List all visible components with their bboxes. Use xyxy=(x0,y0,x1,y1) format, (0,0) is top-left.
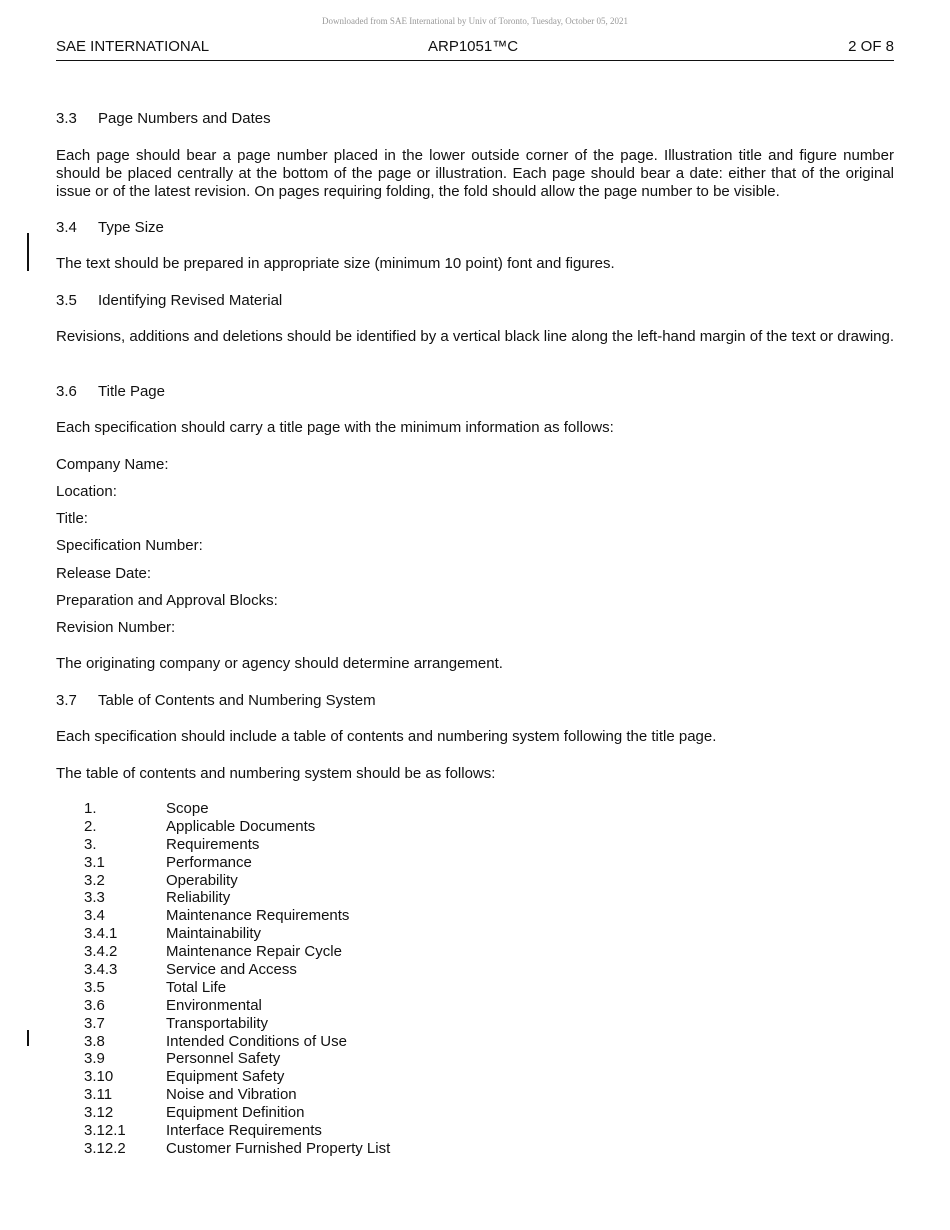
toc-item xyxy=(84,1122,390,1140)
toc-item-label: Applicable Documents xyxy=(166,817,316,835)
toc-item-label: Maintenance Requirements xyxy=(166,907,350,925)
toc-item-label: Intended Conditions of Use xyxy=(166,1032,347,1050)
toc-item-number: 3.4.2 xyxy=(84,943,118,961)
toc-item-label: Customer Furnished Property List xyxy=(166,1139,391,1157)
toc-item-number: 3.8 xyxy=(84,1032,105,1050)
section-3-7-body: Each specification should include a table of contents and numbering system following the title page. xyxy=(56,728,717,745)
section-number: 3.6 xyxy=(56,383,77,400)
section-title: Page Numbers and Dates xyxy=(98,110,271,127)
toc-item-label: Requirements xyxy=(166,835,260,853)
toc-item-label: Environmental xyxy=(166,996,262,1014)
title-page-field: Preparation and Approval Blocks: xyxy=(56,592,278,609)
title-page-field: Specification Number: xyxy=(56,537,203,554)
page-header xyxy=(56,38,894,61)
toc-item xyxy=(84,997,390,1015)
toc-item-label: Performance xyxy=(166,853,252,871)
section-3-6-heading xyxy=(56,383,894,401)
section-3-5-heading xyxy=(56,292,894,310)
toc-item xyxy=(84,1086,390,1104)
revision-bar xyxy=(27,233,29,271)
toc-item-label: Noise and Vibration xyxy=(166,1086,297,1104)
section-3-4-body: The text should be prepared in appropriate size (minimum 10 point) font and figures. xyxy=(56,255,615,272)
toc-list xyxy=(84,800,390,1158)
toc-item xyxy=(84,979,390,997)
toc-item-number: 3.4.1 xyxy=(84,925,118,943)
toc-item-number: 3.4.3 xyxy=(84,961,118,979)
toc-item-number: 3.4 xyxy=(84,907,105,925)
toc-item-label: Maintainability xyxy=(166,925,262,943)
toc-item-number: 2. xyxy=(84,817,97,835)
toc-item-label: Service and Access xyxy=(166,961,297,979)
toc-item xyxy=(84,800,390,818)
toc-item xyxy=(84,836,390,854)
toc-item-number: 3.6 xyxy=(84,996,105,1014)
toc-item-label: Equipment Definition xyxy=(166,1104,305,1122)
toc-item xyxy=(84,818,390,836)
toc-item-number: 3.7 xyxy=(84,1014,105,1032)
section-3-6-closing: The originating company or agency should determine arrangement. xyxy=(56,655,503,672)
title-page-field: Company Name: xyxy=(56,456,169,473)
section-3-3-body: Each page should bear a page number placed in the lower outside corner of the page. Illustration title and figure number should be placed centrally at the bottom of the page or illustration. Each page should bear a date: either that of the original issue or of the latest revision. On pages requiring folding, the fold should allow the page number to be visible. xyxy=(56,147,894,200)
toc-item-number: 3.1 xyxy=(84,853,105,871)
toc-item xyxy=(84,961,390,979)
section-title: Type Size xyxy=(98,219,164,236)
toc-item-number: 1. xyxy=(84,800,97,817)
toc-item-number: 3.11 xyxy=(84,1086,113,1104)
toc-item xyxy=(84,943,390,961)
toc-item-label: Equipment Safety xyxy=(166,1068,285,1086)
toc-item xyxy=(84,854,390,872)
toc-item xyxy=(84,1050,390,1068)
section-title: Table of Contents and Numbering System xyxy=(98,692,376,709)
toc-item xyxy=(84,1015,390,1033)
toc-item-number: 3.9 xyxy=(84,1050,105,1068)
title-page-field: Release Date: xyxy=(56,565,152,582)
toc-item xyxy=(84,1104,390,1122)
section-number: 3.3 xyxy=(56,110,77,127)
toc-item-number: 3.2 xyxy=(84,871,105,889)
title-page-field: Revision Number: xyxy=(56,619,176,636)
section-3-5-body: Revisions, additions and deletions should be identified by a vertical black line along the left-hand margin of the text or drawing. xyxy=(56,328,895,345)
toc-item-label: Operability xyxy=(166,871,238,889)
section-3-7-body-2: The table of contents and numbering system should be as follows: xyxy=(56,765,496,782)
toc-item xyxy=(84,1068,390,1086)
toc-item-label: Reliability xyxy=(166,889,231,907)
toc-item-number: 3.3 xyxy=(84,889,105,907)
toc-item-label: Transportability xyxy=(166,1014,268,1032)
toc-item xyxy=(84,925,390,943)
toc-item xyxy=(84,889,390,907)
title-page-field: Location: xyxy=(56,483,117,500)
toc-item-number: 3.5 xyxy=(84,978,105,996)
toc-item-label: Interface Requirements xyxy=(166,1122,322,1140)
section-3-4-heading xyxy=(56,219,894,237)
toc-item xyxy=(84,1140,390,1158)
toc-item-number: 3. xyxy=(84,835,97,853)
toc-item-label: Total Life xyxy=(166,978,227,996)
toc-item xyxy=(84,872,390,890)
section-3-3-heading xyxy=(56,110,894,128)
section-number: 3.4 xyxy=(56,219,77,236)
header-document-id: ARP1051™C xyxy=(428,38,519,55)
toc-item-number: 3.12.2 xyxy=(84,1139,126,1157)
section-number: 3.5 xyxy=(56,292,77,309)
toc-item-number: 3.12.1 xyxy=(84,1122,126,1140)
section-title: Identifying Revised Material xyxy=(98,292,283,309)
section-number: 3.7 xyxy=(56,692,77,709)
toc-item-label: Scope xyxy=(166,800,209,817)
toc-item xyxy=(84,1033,390,1051)
revision-bar xyxy=(27,1030,29,1046)
toc-item-number: 3.12 xyxy=(84,1104,114,1122)
section-3-6-body: Each specification should carry a title page with the minimum information as follows: xyxy=(56,419,614,436)
toc-item-label: Personnel Safety xyxy=(166,1050,281,1068)
header-organization: SAE INTERNATIONAL xyxy=(56,38,210,55)
toc-item-label: Maintenance Repair Cycle xyxy=(166,943,342,961)
section-3-7-heading xyxy=(56,692,894,710)
toc-item-number: 3.10 xyxy=(84,1068,114,1086)
title-page-field: Title: xyxy=(56,510,88,527)
download-watermark: Downloaded from SAE International by Univ of Toronto, Tuesday, October 05, 2021 xyxy=(321,16,629,26)
header-page-number: 2 OF 8 xyxy=(848,38,894,55)
section-title: Title Page xyxy=(98,383,165,400)
toc-item xyxy=(84,907,390,925)
